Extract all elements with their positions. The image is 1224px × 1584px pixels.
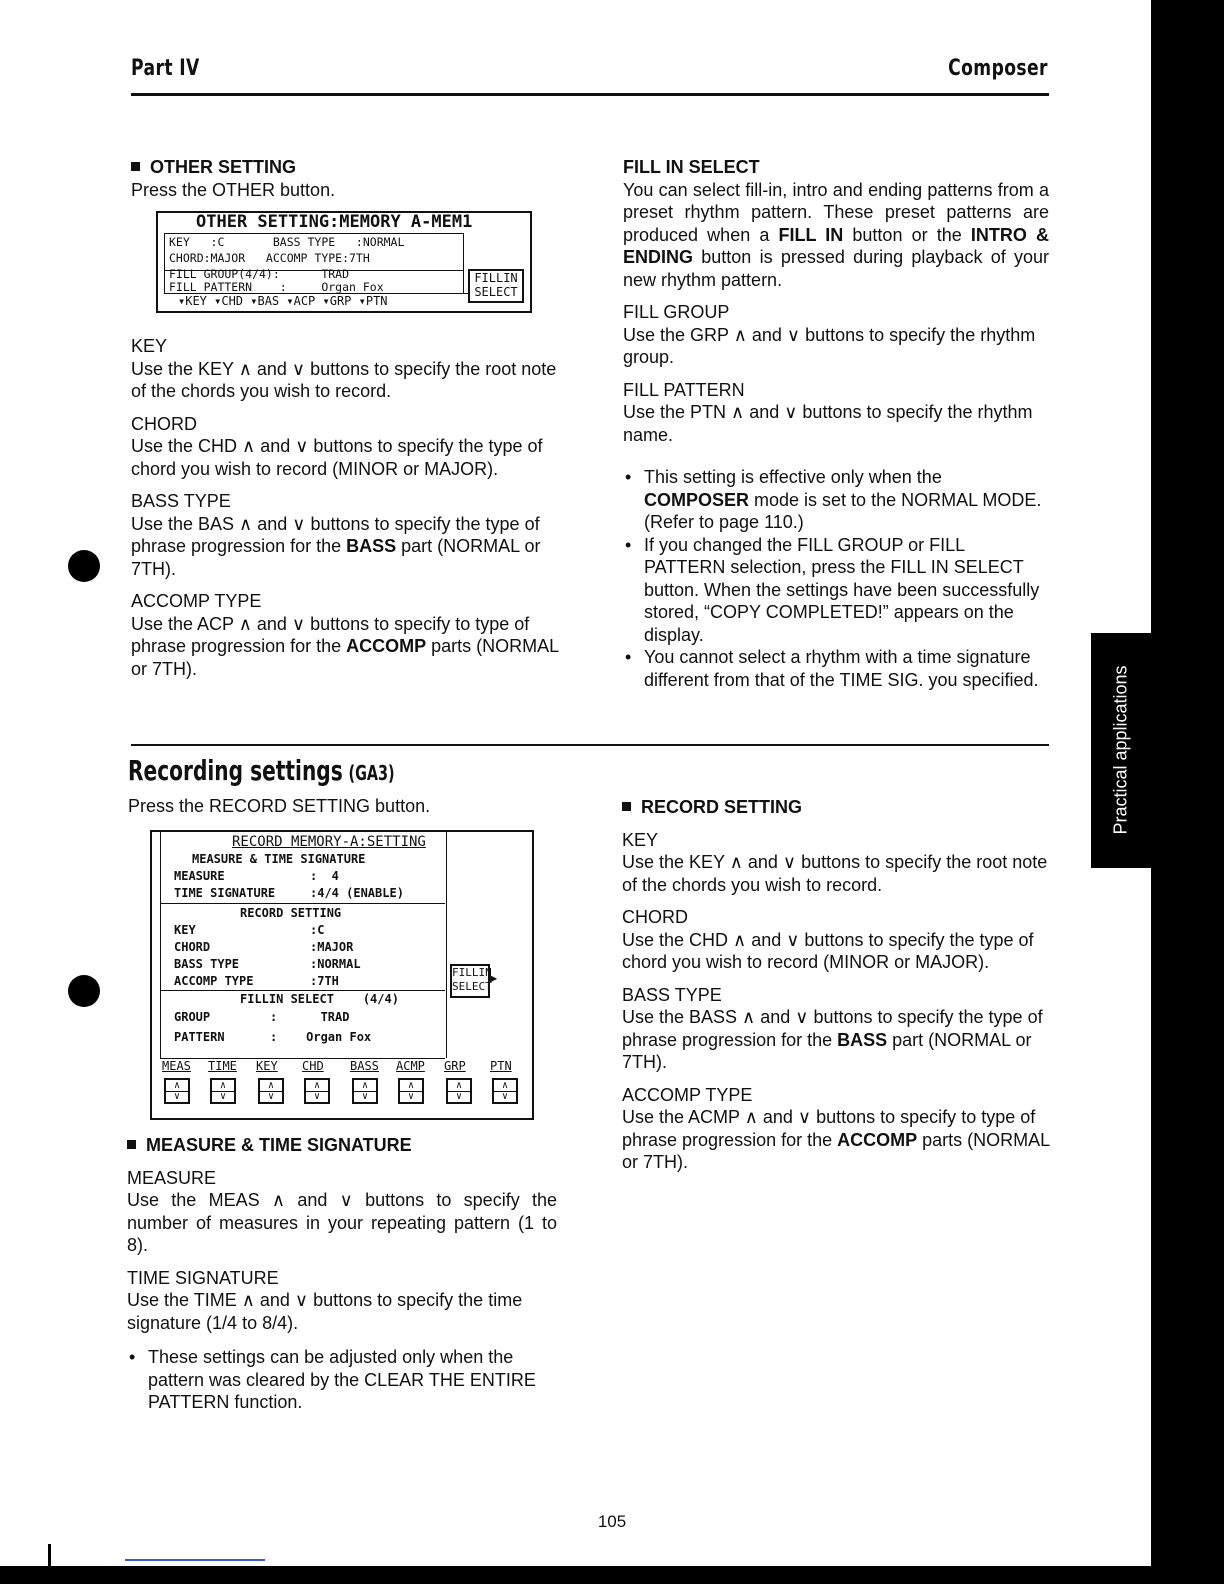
fill-in-select-intro: You can select fill-in, intro and ending patterns from a preset rhythm pattern. These preset patterns are produced when a FILL IN button or the INTRO & ENDING button is pressed during playback of your new rhythm pattern. bbox=[623, 179, 1049, 290]
header-chapter: Composer bbox=[948, 56, 1048, 81]
lcd-line-chord-accomp: CHORD:MAJOR ACCOMP TYPE:7TH bbox=[169, 251, 370, 265]
rs-key-heading: KEY bbox=[622, 829, 659, 850]
rs-accomp-text: Use the ACMP ∧ and ∨ buttons to specify to type of phrase progression for the ACCOMP parts (NORMAL or 7TH). bbox=[622, 1107, 1050, 1172]
lcd-group-value: : TRAD bbox=[270, 1010, 350, 1024]
softkey-meas-label: MEAS bbox=[162, 1059, 191, 1073]
note-item: • These settings can be adjusted only when the pattern was cleared by the CLEAR THE ENTIRE PATTERN function. bbox=[127, 1346, 557, 1414]
fill-group-heading: FILL GROUP bbox=[623, 302, 730, 322]
lcd-bass-value: :NORMAL bbox=[310, 957, 361, 971]
recording-settings-title: Recording settings (GA3) bbox=[128, 754, 395, 787]
lcd-measure-label: MEASURE bbox=[174, 869, 225, 883]
square-bullet-icon bbox=[131, 162, 140, 171]
other-setting-section bbox=[131, 156, 561, 201]
time-updown-button[interactable]: ∧ ∨ bbox=[210, 1078, 236, 1104]
bass-type-heading: BASS TYPE bbox=[131, 491, 231, 511]
fill-in-select-softbutton[interactable]: FILLIN SELECT bbox=[450, 964, 490, 998]
softkey-ptn-label: PTN bbox=[490, 1059, 512, 1073]
lcd-fill-box bbox=[164, 269, 464, 294]
rs-bass-text: Use the BASS ∧ and ∨ buttons to specify the type of phrase progression for the BASS part (NORMAL or 7TH). bbox=[622, 1007, 1043, 1072]
measure-time-heading: MEASURE & TIME SIGNATURE bbox=[127, 1134, 557, 1157]
meas-updown-button[interactable]: ∧ ∨ bbox=[164, 1078, 190, 1104]
record-setting-heading: RECORD SETTING bbox=[622, 796, 1050, 819]
lcd-key-label: KEY bbox=[174, 923, 196, 937]
scan-mark bbox=[125, 1559, 265, 1561]
lcd-section-measure: MEASURE & TIME SIGNATURE bbox=[192, 852, 366, 866]
fill-in-select-softbutton[interactable]: FILLIN SELECT bbox=[468, 269, 524, 303]
softkey-time-label: TIME bbox=[208, 1059, 237, 1073]
fill-in-select-section bbox=[623, 156, 1049, 691]
fill-in-select-heading: FILL IN SELECT bbox=[623, 157, 760, 177]
acmp-updown-button[interactable]: ∧ ∨ bbox=[398, 1078, 424, 1104]
key-updown-button[interactable]: ∧ ∨ bbox=[258, 1078, 284, 1104]
note-item: • This setting is effective only when the COMPOSER mode is set to the NORMAL MODE. (Refer to page 110.) bbox=[623, 466, 1049, 534]
punch-hole-upper bbox=[68, 550, 100, 582]
softkey-grp-label: GRP bbox=[444, 1059, 466, 1073]
accomp-type-text: Use the ACP ∧ and ∨ buttons to specify to type of phrase progression for the ACCOMP parts (NORMAL or 7TH). bbox=[131, 613, 559, 679]
key-heading: KEY bbox=[131, 336, 168, 356]
square-bullet-icon bbox=[622, 802, 631, 811]
lcd-chord-label: CHORD bbox=[174, 940, 211, 954]
lcd-section-fillin: FILLIN SELECT (4/4) bbox=[240, 992, 399, 1006]
lcd-section-record: RECORD SETTING bbox=[240, 906, 342, 920]
lcd-accomp-label: ACCOMP TYPE bbox=[174, 974, 254, 988]
arrow-right-icon: ▶ bbox=[490, 971, 498, 985]
lcd-divider bbox=[160, 903, 445, 904]
rs-chord-heading: CHORD bbox=[622, 907, 688, 927]
other-setting-display bbox=[156, 211, 532, 313]
lcd-pattern-label: PATTERN bbox=[174, 1030, 225, 1044]
chd-updown-button[interactable]: ∧ ∨ bbox=[304, 1078, 330, 1104]
header-part: Part IV bbox=[131, 56, 200, 81]
lcd-timesig-label: TIME SIGNATURE bbox=[174, 886, 276, 900]
lcd-group-label: GROUP bbox=[174, 1010, 211, 1024]
bass-updown-button[interactable]: ∧ ∨ bbox=[352, 1078, 378, 1104]
rs-key-text: Use the KEY ∧ and ∨ buttons to specify the root note of the chords you wish to record. bbox=[622, 852, 1048, 895]
lcd-title: RECORD MEMORY-A:SETTING bbox=[232, 834, 426, 850]
rs-bass-heading: BASS TYPE bbox=[622, 984, 722, 1005]
softkey-acmp-label: ACMP bbox=[396, 1059, 425, 1073]
lcd-bass-label: BASS TYPE bbox=[174, 957, 240, 971]
lcd-measure-value: : 4 bbox=[310, 869, 339, 883]
other-setting-intro: Press the OTHER button. bbox=[131, 179, 336, 200]
header-rule bbox=[131, 93, 1049, 96]
note-item: • If you changed the FILL GROUP or FILL PATTERN selection, press the FILL IN SELECT button. When the settings have been successfully stored, “COPY COMPLETED!” appears on the display. bbox=[623, 534, 1049, 647]
lcd-divider bbox=[160, 990, 445, 991]
lcd-softkey-labels: ▾KEY ▾CHD ▾BAS ▾ACP ▾GRP ▾PTN bbox=[178, 293, 468, 308]
lcd-key-chord-box bbox=[164, 233, 464, 271]
measure-heading: MEASURE bbox=[127, 1167, 217, 1188]
lcd-line-fill-pattern: FILL PATTERN : Organ Fox bbox=[169, 280, 384, 294]
fill-pattern-text: Use the PTN ∧ and ∨ buttons to specify the rhythm name. bbox=[623, 402, 1033, 445]
lcd-timesig-value: :4/4 (ENABLE) bbox=[310, 886, 404, 900]
fill-in-notes bbox=[623, 466, 1049, 691]
square-bullet-icon bbox=[127, 1140, 136, 1149]
measure-notes bbox=[127, 1346, 557, 1414]
note-item: • You cannot select a rhythm with a time signature different from that of the TIME SIG. you specified. bbox=[623, 646, 1049, 691]
recording-settings-intro: Press the RECORD SETTING button. bbox=[128, 796, 431, 816]
page-number: 105 bbox=[597, 1512, 627, 1531]
ptn-updown-button[interactable]: ∧ ∨ bbox=[492, 1078, 518, 1104]
page-frame-bottom bbox=[0, 1566, 1224, 1584]
softkey-chd-label: CHD bbox=[302, 1059, 324, 1073]
lcd-pattern-value: : Organ Fox bbox=[270, 1030, 372, 1044]
grp-updown-button[interactable]: ∧ ∨ bbox=[446, 1078, 472, 1104]
lcd-title: OTHER SETTING:MEMORY A-MEM1 bbox=[196, 212, 473, 232]
bass-type-text: Use the BAS ∧ and ∨ buttons to specify the type of phrase progression for the BASS part (NORMAL or 7TH). bbox=[131, 513, 541, 579]
time-signature-heading: TIME SIGNATURE bbox=[127, 1267, 279, 1288]
fill-pattern-heading: FILL PATTERN bbox=[623, 379, 745, 400]
chord-heading: CHORD bbox=[131, 413, 197, 434]
rs-chord-text: Use the CHD ∧ and ∨ buttons to specify the type of chord you wish to record (MINOR or MAJOR). bbox=[622, 929, 1034, 972]
softkey-key-label: KEY bbox=[256, 1059, 278, 1073]
lcd-line-key-bass: KEY :C BASS TYPE :NORMAL bbox=[169, 235, 405, 249]
measure-text: Use the MEAS ∧ and ∨ buttons to specify the number of measures in your repeating pattern (1 to 8). bbox=[127, 1190, 557, 1255]
page-frame-left bbox=[48, 1544, 51, 1566]
lcd-key-value: :C bbox=[310, 923, 325, 937]
lcd-chord-value: :MAJOR bbox=[310, 940, 354, 954]
punch-hole-lower bbox=[68, 975, 100, 1007]
other-setting-body bbox=[131, 335, 561, 680]
side-tab bbox=[1091, 633, 1151, 868]
chord-text: Use the CHD ∧ and ∨ buttons to specify the type of chord you wish to record (MINOR or MAJOR). bbox=[131, 436, 543, 479]
section-rule bbox=[131, 744, 1049, 746]
fill-group-text: Use the GRP ∧ and ∨ buttons to specify the rhythm group. bbox=[623, 324, 1036, 367]
accomp-type-heading: ACCOMP TYPE bbox=[131, 591, 262, 611]
key-text: Use the KEY ∧ and ∨ buttons to specify the root note of the chords you wish to record. bbox=[131, 358, 557, 401]
other-setting-heading: OTHER SETTING bbox=[131, 156, 561, 179]
softkey-bass-label: BASS bbox=[350, 1059, 379, 1073]
time-signature-text: Use the TIME ∧ and ∨ buttons to specify the time signature (1/4 to 8/4). bbox=[127, 1290, 523, 1333]
record-setting-section bbox=[622, 796, 1050, 1174]
measure-time-section bbox=[127, 1134, 557, 1414]
rs-accomp-heading: ACCOMP TYPE bbox=[622, 1084, 753, 1105]
record-setting-display bbox=[150, 830, 534, 1120]
lcd-line-fill-group: FILL GROUP(4/4): TRAD bbox=[169, 267, 350, 281]
side-tab-label: Practical applications bbox=[1110, 665, 1131, 835]
lcd-accomp-value: :7TH bbox=[310, 974, 339, 988]
page-frame-right bbox=[1151, 0, 1224, 1584]
